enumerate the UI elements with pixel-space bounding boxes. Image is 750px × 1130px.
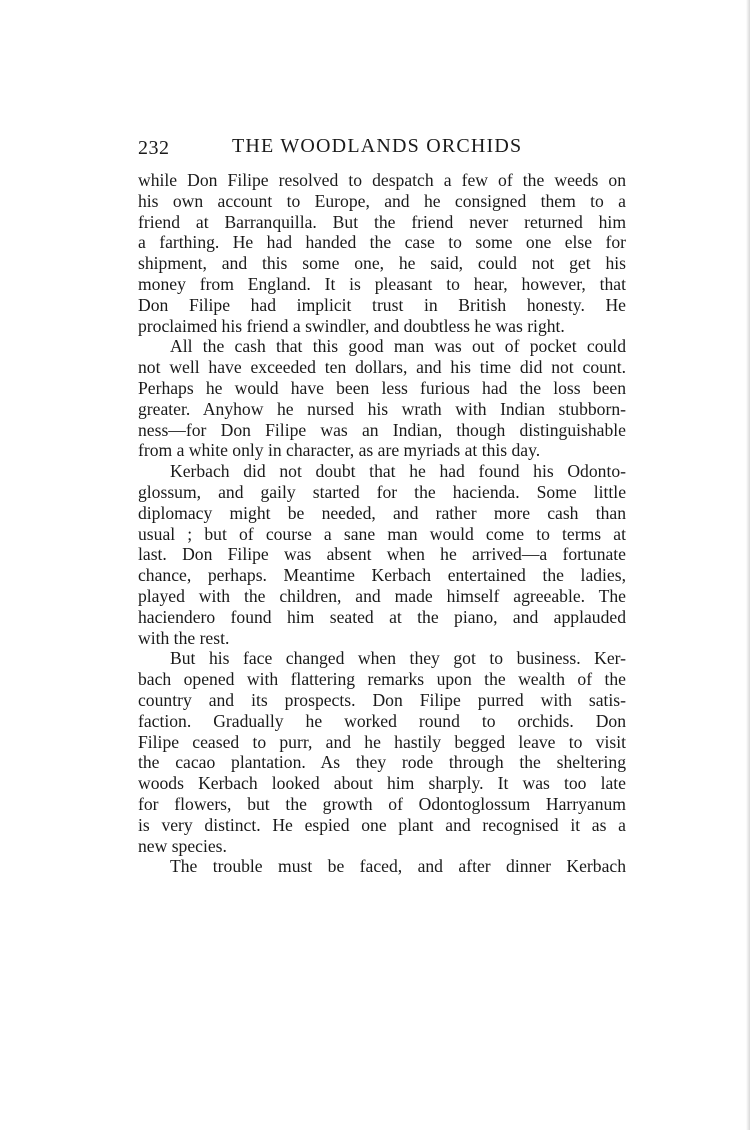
- paragraph-3: [138, 461, 626, 648]
- text-line: friend at Barranquilla. But the friend never returned him: [138, 211, 626, 232]
- body-text: [138, 170, 626, 877]
- text-line: faction. Gradually he worked round to orchids. Don: [138, 710, 626, 731]
- text-line: Perhaps he would have been less furious had the loss been: [138, 377, 626, 398]
- text-line: All the cash that this good man was out of pocket could: [170, 336, 626, 357]
- text-line: bach opened with flattering remarks upon the wealth of the: [138, 669, 626, 690]
- text-line: his own account to Europe, and he consigned them to a: [138, 190, 626, 211]
- text-line: diplomacy might be needed, and rather more cash than: [138, 502, 626, 523]
- page-edge-shadow: [746, 0, 750, 1130]
- text-line: last. Don Filipe was absent when he arrived—a fortunate: [138, 544, 626, 565]
- text-line: played with the children, and made himself agreeable. The: [138, 585, 626, 606]
- text-line: The trouble must be faced, and after dinner Kerbach: [170, 856, 626, 877]
- paragraph-1: [138, 170, 626, 336]
- text-line: ness—for Don Filipe was an Indian, though distinguishable: [138, 419, 626, 440]
- running-title: THE WOODLANDS ORCHIDS: [232, 135, 523, 157]
- text-line: with the rest.: [138, 627, 230, 648]
- text-line: usual ; but of course a sane man would come to terms at: [138, 523, 626, 544]
- text-line: proclaimed his friend a swindler, and doubtless he was right.: [138, 315, 565, 336]
- text-line: woods Kerbach looked about him sharply. It was too late: [138, 773, 626, 794]
- text-line: Filipe ceased to purr, and he hastily begged leave to visit: [138, 731, 626, 752]
- text-line: But his face changed when they got to business. Ker-: [170, 648, 626, 669]
- paragraph-4: [138, 648, 626, 856]
- text-line: not well have exceeded ten dollars, and his time did not count.: [138, 357, 626, 378]
- text-line: new species.: [138, 835, 227, 856]
- text-line: the cacao plantation. As they rode through the sheltering: [138, 752, 626, 773]
- text-line: money from England. It is pleasant to hear, however, that: [138, 273, 626, 294]
- page-header: [138, 133, 628, 161]
- text-line: haciendero found him seated at the piano, and applauded: [138, 606, 626, 627]
- text-line: greater. Anyhow he nursed his wrath with Indian stubborn-: [138, 398, 626, 419]
- text-line: a farthing. He had handed the case to some one else for: [138, 232, 626, 253]
- text-line: glossum, and gaily started for the hacienda. Some little: [138, 481, 626, 502]
- paragraph-2: [138, 336, 626, 461]
- text-line: Don Filipe had implicit trust in British honesty. He: [138, 294, 626, 315]
- text-line: shipment, and this some one, he said, could not get his: [138, 253, 626, 274]
- text-line: chance, perhaps. Meantime Kerbach entertained the ladies,: [138, 565, 626, 586]
- text-line: is very distinct. He espied one plant and recognised it as a: [138, 814, 626, 835]
- text-line: for flowers, but the growth of Odontoglossum Harryanum: [138, 793, 626, 814]
- text-line: while Don Filipe resolved to despatch a few of the weeds on: [138, 170, 626, 190]
- page-number: 232: [138, 137, 170, 159]
- text-line: country and its prospects. Don Filipe purred with satis-: [138, 689, 626, 710]
- text-line: Kerbach did not doubt that he had found his Odonto-: [170, 461, 626, 482]
- text-line: from a white only in character, as are myriads at this day.: [138, 440, 541, 461]
- paragraph-5: [138, 856, 626, 877]
